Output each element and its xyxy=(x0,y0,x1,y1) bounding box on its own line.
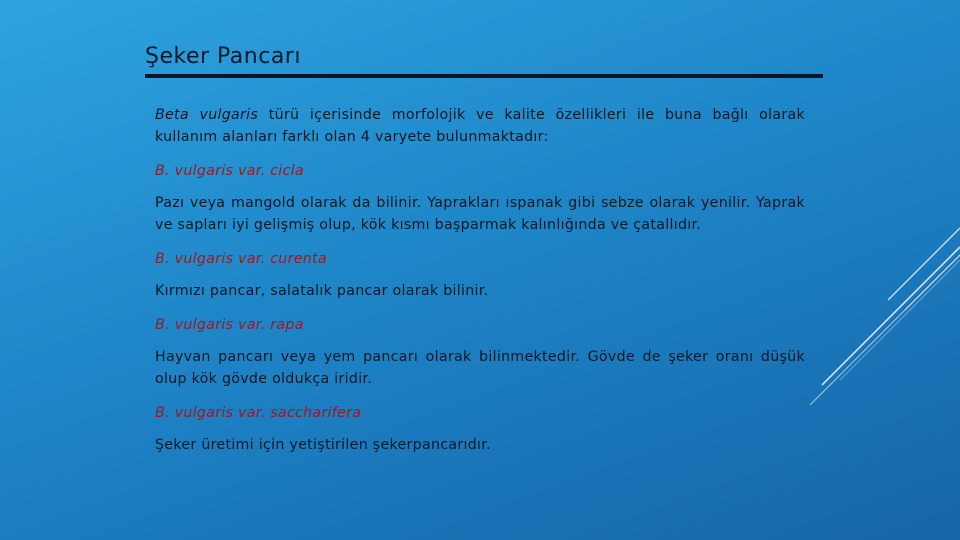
variety-description-curenta: Kırmızı pancar, salatalık pancar olarak bilinir. xyxy=(155,283,489,299)
slide-body xyxy=(155,104,805,468)
slide-title: Şeker Pancarı xyxy=(145,44,301,69)
variety-heading-saccharifera: B. vulgaris var. saccharifera xyxy=(155,405,362,421)
variety-heading-rapa: B. vulgaris var. rapa xyxy=(155,317,304,333)
intro-paragraph xyxy=(155,104,805,148)
variety-description-saccharifera: Şeker üretimi için yetiştirilen şekerpancarıdır. xyxy=(155,437,491,453)
variety-description-cicla: Pazı veya mangold olarak da bilinir. Yaprakları ıspanak gibi sebze olarak yenilir. Yaprak ve sapları iyi gelişmiş olup, kök kısmı başparmak kalınlığında ve çatallıdır. xyxy=(155,195,805,233)
title-underline xyxy=(145,74,823,78)
intro-text: türü içerisinde morfolojik ve kalite özellikleri ile buna bağlı olarak kullanım alanları farklı olan 4 varyete bulunmaktadır: xyxy=(155,107,805,145)
variety-heading-curenta: B. vulgaris var. curenta xyxy=(155,251,327,267)
intro-species-term: Beta vulgaris xyxy=(155,107,259,123)
variety-description-rapa: Hayvan pancarı veya yem pancarı olarak bilinmektedir. Gövde de şeker oranı düşük olup kök gövde oldukça iridir. xyxy=(155,349,805,387)
variety-heading-cicla: B. vulgaris var. cicla xyxy=(155,163,304,179)
